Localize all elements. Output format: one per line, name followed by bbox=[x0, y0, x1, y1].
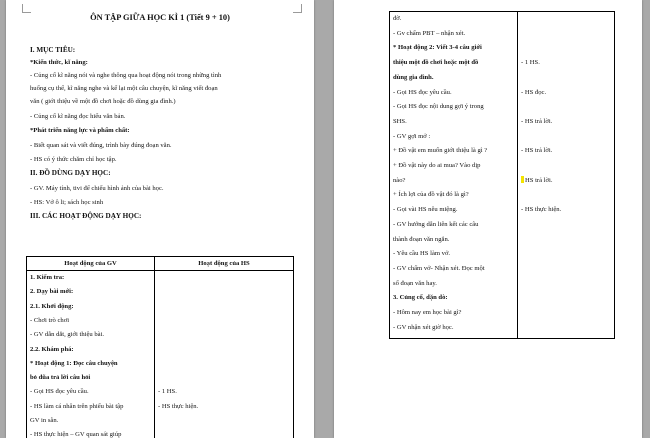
subheading: *Phát triển năng lực và phẩm chất: bbox=[30, 127, 130, 134]
table-line: 2.2. Khám phá: bbox=[30, 345, 74, 353]
body-line: - Biết quan sát và viết đúng, trình bày đúng đoạn văn. bbox=[30, 142, 172, 149]
table-line: 2.1. Khởi động: bbox=[30, 302, 74, 310]
table-line: thành đoạn văn ngắn. bbox=[393, 235, 450, 243]
table-line: * Hoạt động 2: Viết 3-4 câu giới bbox=[393, 44, 482, 52]
table-line: - GV nhận xét giờ học. bbox=[393, 323, 454, 331]
table-line: - Gv chấm PBT – nhận xét. bbox=[393, 29, 466, 37]
page-corner-mark bbox=[22, 4, 31, 13]
table-line: - Gọi vài HS nêu miệng. bbox=[393, 206, 458, 214]
table-line: - Gọi HS đọc yêu cầu. bbox=[30, 388, 89, 396]
document-title: ÔN TẬP GIỮA HỌC KÌ 1 (Tiết 9 + 10) bbox=[90, 13, 230, 22]
table-line: 3. Củng cố, dặn dò: bbox=[393, 294, 448, 302]
column-header-hs: Hoạt động của HS bbox=[155, 257, 294, 271]
section-heading: I. MỤC TIÊU: bbox=[30, 46, 76, 54]
table-line: * Hoạt động 1: Đọc câu chuyện bbox=[30, 359, 118, 367]
table-line: - HS làm cá nhân trên phiếu bài tập bbox=[30, 402, 124, 410]
table-line: nào? bbox=[393, 176, 406, 184]
table-line: + Đồ vật này do ai mua? Vào dịp bbox=[393, 162, 481, 169]
lesson-table-left bbox=[26, 256, 294, 438]
table-line: - HS thực hiện. bbox=[521, 206, 562, 214]
table-line: đỡ. bbox=[393, 15, 402, 22]
table-line: - GV chấm vở- Nhận xét. Đọc một bbox=[393, 264, 485, 272]
table-line: + Đồ vật em muốn giới thiệu là gì ? bbox=[393, 147, 488, 155]
document-page-right bbox=[334, 0, 642, 438]
table-line: - Chơi trò chơi bbox=[30, 316, 70, 324]
hs-activity-cell bbox=[155, 271, 293, 438]
section-heading: III. CÁC HOẠT ĐỘNG DẠY HỌC: bbox=[30, 212, 142, 220]
table-line: thiệu một đồ chơi hoặc một đồ bbox=[393, 59, 479, 67]
table-line: bỏ đũa trả lời câu hỏi bbox=[30, 374, 91, 382]
table-line: HS trả lời. bbox=[521, 176, 611, 185]
table-line: - Hôm nay em học bài gì? bbox=[393, 309, 462, 316]
table-line: - HS trả lời. bbox=[521, 117, 553, 125]
table-line: - GV dẫn dắt, giới thiệu bài. bbox=[30, 331, 105, 339]
body-line: - Củng cố kĩ năng đọc hiểu văn bản. bbox=[30, 113, 126, 120]
table-line: - Yêu cầu HS làm vở. bbox=[393, 250, 451, 258]
table-line: 2. Dạy bài mới: bbox=[30, 288, 74, 296]
table-line: GV in sẵn. bbox=[30, 417, 59, 424]
table-line: - HS thực hiện – GV quan sát giúp bbox=[30, 431, 122, 438]
table-line: số đoạn văn hay. bbox=[393, 279, 437, 287]
hs-activity-cell bbox=[518, 12, 614, 338]
body-line: huống cụ thể, kĩ năng nghe và kể lại một câu chuyện, kĩ năng viết đoạn bbox=[30, 85, 218, 92]
column-header-gv: Hoạt động của GV bbox=[27, 257, 155, 271]
table-line: - GV hướng dẫn liên kết các câu bbox=[393, 220, 479, 228]
body-line: - HS: Vở ô li; sách học sinh bbox=[30, 199, 104, 206]
gv-activity-cell bbox=[390, 12, 517, 338]
table-line: SHS. bbox=[393, 117, 407, 125]
body-line: văn ( giới thiệu về một đồ chơi hoặc đồ dùng gia đình.) bbox=[30, 98, 176, 105]
gv-activity-cell bbox=[27, 271, 154, 438]
table-line: 1. Kiểm tra: bbox=[30, 274, 65, 281]
section-heading: II. ĐỒ DÙNG DẠY HỌC: bbox=[30, 169, 111, 177]
body-line: - Củng cố kĩ năng nói và nghe thông qua hoạt động nói trong những tình bbox=[30, 72, 222, 79]
table-line: - HS thực hiện. bbox=[158, 402, 199, 410]
body-line: - GV. Máy tính, tivi để chiếu hình ảnh của bài học. bbox=[30, 185, 164, 192]
table-line: - GV gợi mở : bbox=[393, 132, 431, 140]
table-line: - HS trả lời. bbox=[521, 147, 553, 155]
table-line: dùng gia đình. bbox=[393, 73, 434, 81]
table-line: + Ích lợi của đồ vật đó là gì? bbox=[393, 191, 469, 199]
table-line: - 1 HS. bbox=[521, 59, 540, 67]
body-line: - HS có ý thức chăm chỉ học tập. bbox=[30, 156, 117, 163]
table-line: - Gọi HS đọc yêu cầu. bbox=[393, 88, 452, 96]
subheading: *Kiến thức, kĩ năng: bbox=[30, 59, 88, 66]
lesson-table-right bbox=[389, 11, 615, 339]
table-line: - Gọi HS đọc nội dung gợi ý trong bbox=[393, 103, 484, 111]
table-line: - 1 HS. bbox=[158, 388, 177, 396]
page-corner-mark bbox=[293, 4, 302, 13]
document-page-left bbox=[6, 0, 314, 438]
table-line: - HS đọc. bbox=[521, 88, 547, 96]
